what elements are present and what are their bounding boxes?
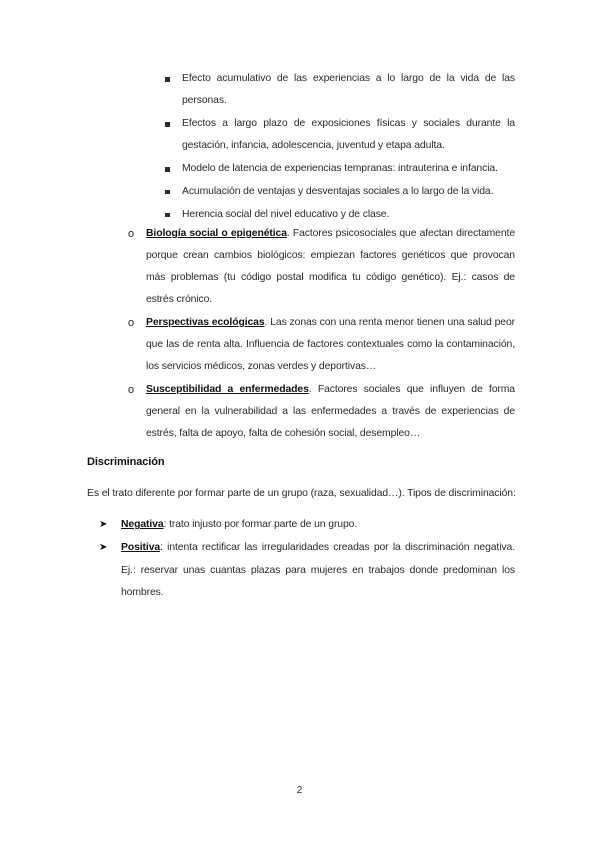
sub-bullet-item: Efecto acumulativo de las experiencias a lo largo de la vida de las personas.: [182, 68, 515, 113]
term-label: Positiva: [121, 542, 161, 553]
circle-bullet-marker: o: [128, 316, 135, 329]
arrow-bullet-list: [99, 514, 515, 605]
arrow-right-icon: ➤: [99, 519, 108, 530]
circle-bullet-item: [128, 379, 515, 445]
circle-bullet-item: [128, 223, 516, 311]
section-intro: Es el trato diferente por formar parte de un grupo (raza, sexualidad…). Tipos de discriminación:: [87, 488, 516, 499]
circle-bullet-marker: o: [128, 228, 135, 240]
circle-bullet-marker: o: [128, 383, 135, 396]
sub-bullet-item: Efectos a largo plazo de exposiciones físicas y sociales durante la gestación, infancia, adolescencia, juventud y etapa adulta.: [182, 113, 515, 158]
arrow-right-icon: ➤: [99, 542, 108, 553]
sub-bullet-item: Acumulación de ventajas y desventajas sociales a lo largo de la vida.: [182, 181, 515, 203]
arrow-bullet-item: [99, 514, 515, 537]
term-label: Perspectivas ecológicas: [146, 316, 265, 328]
sub-bullet-list: [182, 68, 515, 227]
item-text: . Factores psicosociales que afectan directamente porque crean cambios biológicos: empiezan factores genéticos que provocan más problemas (tu código postal modifica tu código genético). Ej.: casos de estrés crónico.: [146, 228, 516, 306]
term-label: Susceptibilidad a enfermedades: [146, 383, 309, 395]
page-number: 2: [296, 785, 303, 796]
item-text: . Factores sociales que influyen de forma general en la vulnerabilidad a las enfermedades a través de experiencias de estrés, falta de apoyo, falta de cohesión social, desempleo…: [146, 383, 515, 439]
term-label: Negativa: [121, 519, 164, 530]
circle-bullet-item: [128, 312, 515, 378]
arrow-bullet-item: [99, 537, 515, 605]
item-text: : trato injusto por formar parte de un grupo.: [163, 519, 358, 530]
item-text: : intenta rectificar las irregularidades creadas por la discriminación negativa. Ej.: reservar unas cuantas plazas para mujeres en trabajos donde predominan los hombres.: [121, 542, 515, 598]
sub-bullet-item: Herencia social del nivel educativo y de clase.: [182, 204, 515, 226]
sub-bullet-item: Modelo de latencia de experiencias tempranas: intrauterina e infancia.: [182, 158, 515, 180]
section-heading: Discriminación: [87, 456, 165, 468]
term-label: Biología social o epigenética: [146, 228, 287, 239]
circle-bullet-list: [128, 223, 516, 445]
item-text: . Las zonas con una renta menor tienen una salud peor que las de renta alta. Influencia de factores contextuales como la contaminación, los servicios médicos, zonas verdes y deportivas…: [146, 316, 515, 373]
